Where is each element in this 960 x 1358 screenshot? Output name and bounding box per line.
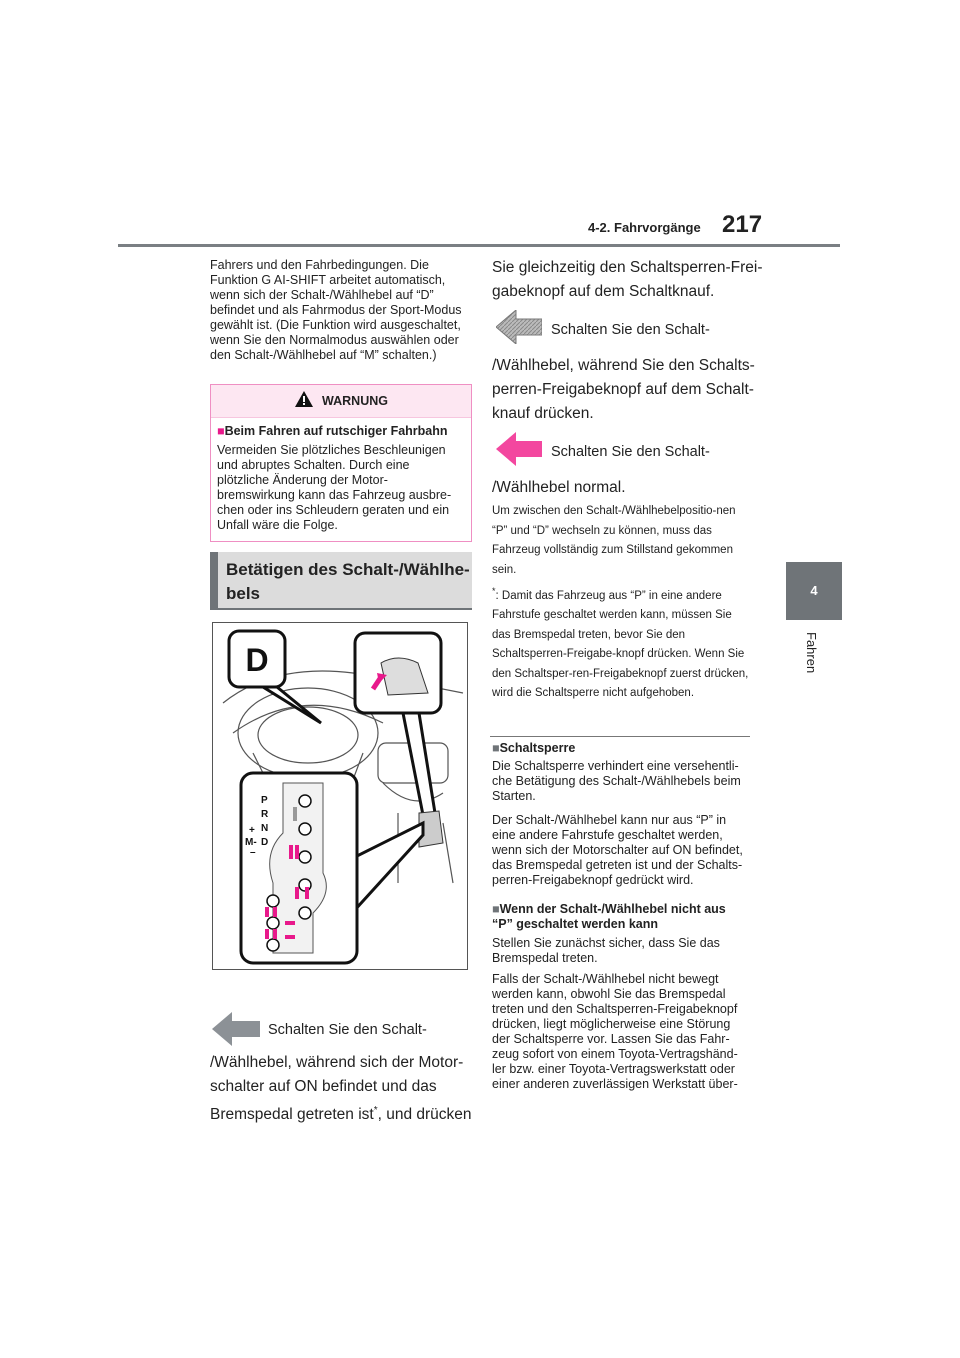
schaltsperre-heading: [492, 741, 752, 756]
warning-box: [210, 384, 472, 542]
warning-title: WARNUNG: [322, 394, 388, 408]
footnote: [492, 582, 750, 704]
shift-lever-illustration: [213, 623, 467, 969]
legend-1-text: Schalten Sie den Schalt-: [268, 1022, 427, 1038]
warning-triangle-icon: [294, 390, 314, 408]
section-heading-line2: bels: [226, 584, 261, 603]
footnote-text: : Damit das Fahrzeug aus “P” in eine andere Fahrstufe geschaltet werden kann, müssen Sie das Bremspedal treten, bevor Sie den Schaltsperren-Freigabe-knopf drücken. Wenn Sie den Schaltsper-ren-Freigabeknopf zuerst drücken, wird die Schaltsperre nicht aufgehoben.: [492, 589, 749, 700]
separator: [490, 736, 750, 737]
p3-line1: /Wählhebel normal.: [492, 479, 626, 496]
section-underline: [210, 608, 472, 610]
para-line-1: /Wählhebel, während sich der Motor-: [210, 1054, 464, 1071]
plus-label: +: [249, 825, 255, 836]
section-heading: [210, 552, 472, 608]
m-label: M-: [245, 837, 257, 848]
schaltsperre-p1: Die Schaltsperre verhindert eine versehentli-che Betätigung des Schalt-/Wählhebels beim Starten.: [492, 759, 741, 803]
bullet-square-icon: ■: [217, 424, 225, 438]
hatched-arrow-icon: [496, 310, 542, 344]
p1-line1: Sie gleichzeitig den Schaltsperren-Frei-: [492, 259, 763, 276]
bullet-square-icon: ■: [492, 902, 500, 916]
minus-label: –: [250, 847, 256, 858]
schaltsperre-heading-text: Schaltsperre: [499, 741, 576, 755]
wenn-heading-text: Wenn der Schalt-/Wählhebel nicht aus “P” geschaltet werden kann: [492, 902, 726, 931]
gear-n-label: N: [261, 823, 269, 834]
warning-header: [211, 385, 471, 418]
shift-lever-figure: [212, 622, 468, 970]
wenn-heading: [492, 902, 750, 932]
wenn-p1: Stellen Sie zunächst sicher, dass Sie das Bremspedal treten.: [492, 936, 720, 965]
legend-3-text: Schalten Sie den Schalt-: [551, 444, 710, 460]
p2-line1: /Wählhebel, während Sie den Schalts-: [492, 357, 755, 374]
para-line-3-end: , und drücken: [377, 1106, 472, 1124]
gear-d-label: D: [261, 837, 269, 848]
schaltsperre-p2: Der Schalt-/Wählhebel kann nur aus “P” in eine andere Fahrstufe geschaltet werden, wenn sich der Motorschalter auf ON befindet, das Bremspedal getreten ist und der Schalts-perren-Freigabeknopf gedrückt wird.: [492, 813, 743, 887]
warning-subtitle: Beim Fahren auf rutschiger Fahrbahn: [224, 424, 448, 438]
wenn-p2: Falls der Schalt-/Wählhebel nicht bewegt werden kann, obwohl Sie das Bremspedal treten und den Schaltsperren-Freigabeknopf drücken, liegt möglicherweise eine Störung der Schaltsperre vor. Lassen Sie das Fahr-zeug sofort von einem Toyota-Vertragshänd-ler bzw. einer Toyota-Vertragswerkstatt oder einer anderen zuverlässigen Werkstatt über-: [492, 972, 738, 1091]
page-number: 217: [722, 211, 763, 238]
p1-line2: gabeknopf auf dem Schaltknauf.: [492, 283, 715, 300]
header-rule: [118, 244, 840, 247]
warning-text: Vermeiden Sie plötzliches Beschleunigen und abruptes Schalten. Durch eine plötzliche Änderung der Motor-bremswirkung kann das Fahrzeug ausbre-chen oder ins Schleudern geraten und ein Unfall wäre die Folge.: [217, 443, 452, 532]
gear-d-badge: D: [245, 642, 269, 678]
p2-line2: perren-Freigabeknopf auf dem Schalt-: [492, 381, 754, 398]
legend-3: [496, 432, 542, 471]
section-title: 4-2. Fahrvorgänge: [588, 220, 701, 235]
note-paragraph: Um zwischen den Schalt-/Wählhebelpositio-nen “P” und “D” wechseln zu können, muss das Fahrzeug vollständig zum Stillstand gekommen sein.: [492, 505, 736, 576]
para-line-3-text: Bremspedal getreten ist: [210, 1106, 374, 1124]
para-line-3: [210, 1101, 472, 1125]
footnote-ref: *: [373, 1105, 378, 1116]
section-heading-line1: Betätigen des Schalt-/Wählhe-: [226, 560, 470, 579]
pink-arrow-icon: [496, 432, 542, 466]
footnote-mark: *: [492, 586, 496, 596]
gear-p-label: P: [261, 795, 268, 806]
legend-2-text: Schalten Sie den Schalt-: [551, 322, 710, 338]
legend-1: [212, 1012, 260, 1051]
para-line-2: schalter auf ON befindet und das: [210, 1078, 437, 1095]
chapter-label: Fahren: [804, 632, 819, 674]
p2-line3: knauf drücken.: [492, 405, 594, 422]
gear-r-label: R: [261, 809, 269, 820]
legend-2: [496, 310, 542, 349]
chapter-tab: 4: [786, 562, 842, 620]
intro-paragraph: Fahrers und den Fahrbedingungen. Die Funktion G AI-SHIFT arbeitet automatisch, wenn sich der Schalt-/Wählhebel auf “D” befindet und als Fahrmodus der Sport-Modus gewählt ist. (Die Funktion wird ausgeschaltet, wenn Sie den Normalmodus auswählen oder den Schalt-/Wählhebel auf “M” schalten.): [210, 258, 462, 362]
bullet-square-icon: ■: [492, 741, 500, 755]
grey-arrow-icon: [212, 1012, 260, 1046]
